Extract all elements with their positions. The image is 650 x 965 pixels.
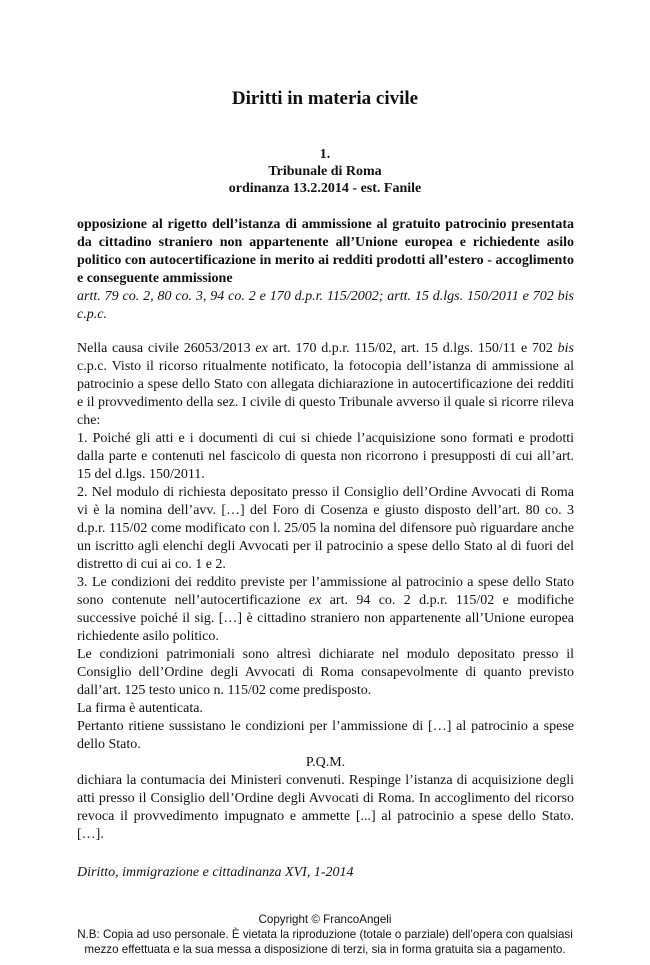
case-header — [0, 146, 650, 197]
order-body — [77, 340, 574, 844]
dispositivo-paragraph: dichiara la contumacia dei Ministeri convenuti. Respinge l’istanza di acquisizione degli atti presso il Consiglio dell’Ordine degli Avvocati di Roma. In accoglimento del ricorso revoca il provvedimento impugnato e ammette [...] al patrocinio a spese dello Stato. […]. — [77, 773, 574, 842]
intro-text-c: c.p.c. Visto il ricorso ritualmente notificato, la fotocopia dell’istanza di ammissione al patrocinio a spese dello Stato con allegata dichiarazione in autocertificazione dei redditi e il provvedimento della sez. I civile di questo Tribunale avverso il quale si ricorre rileva che: — [77, 359, 574, 428]
page-title: Diritti in materia civile — [231, 88, 419, 109]
point-3-text-b: art. 94 co. 2 d.p.r. 115/02 e modifiche successive poiché il sig. […] è cittadino straniero non appartenente all’Unione europea richiedente asilo politico. — [77, 593, 574, 644]
case-order: ordinanza 13.2.2014 - est. Fanile — [228, 181, 422, 196]
source-citation: Diritto, immigrazione e cittadinanza XVI, 1-2014 — [77, 865, 354, 880]
point-1: 1. Poiché gli atti e i documenti di cui si chiede l’acquisizione sono formati e prodotti dalla parte e contenuti nel fascicolo di questa non ricorrono i presupposti di cui all’art. 15 del d.lgs. 150/2011. — [77, 431, 574, 482]
intro-text-a: Nella causa civile 26053/2013 — [77, 341, 256, 356]
paragraph-pertanto: Pertanto ritiene sussistano le condizioni per l’ammissione di […] al patrocinio a spese dello Stato. — [77, 719, 574, 752]
intro-ex: ex — [255, 341, 268, 356]
intro-text-b: art. 170 d.p.r. 115/02, art. 15 d.lgs. 150/11 e 702 — [267, 341, 558, 356]
case-court: Tribunale di Roma — [268, 164, 382, 179]
intro-paragraph — [77, 340, 574, 430]
paragraph-firma: La firma è autenticata. — [77, 701, 203, 716]
paragraph-patrimoniali: Le condizioni patrimoniali sono altresì dichiarate nel modulo depositato presso il Consiglio dell’Ordine degli Avvocati di Roma consapevolmente di quanto previsto dall’art. 125 testo unico n. 115/02 come predisposto. — [77, 647, 574, 698]
notice-line-1: N.B: Copia ad uso personale. È vietata la riproduzione (totale o parziale) dell’opera con qualsiasi — [77, 928, 573, 941]
intro-bis: bis — [557, 341, 574, 356]
notice-line-2: mezzo effettuata e la sua messa a disposizione di terzi, sia in forma gratuita sia a pagamento. — [84, 943, 566, 956]
point-3-ex: ex — [308, 593, 322, 608]
pqm-heading: P.Q.M. — [305, 755, 346, 770]
legal-references: artt. 79 co. 2, 80 co. 3, 94 co. 2 e 170 d.p.r. 115/2002; artt. 15 d.lgs. 150/2011 e 702 bis c.p.c. — [77, 289, 574, 322]
case-subject: opposizione al rigetto dell’istanza di ammissione al gratuito patrocinio presentata da cittadino straniero non appartenente all’Unione europea e richiedente asilo politico con autocertificazione in merito ai redditi prodotti all’estero - accoglimento e conseguente ammissione — [77, 217, 574, 286]
case-summary — [77, 216, 574, 324]
case-number: 1. — [319, 147, 331, 162]
point-3-text-a: 3. Le condizioni dei reddito previste per l’ammissione al patrocinio a spese dello Stato sono contenute nell’autocertificazione — [77, 575, 574, 608]
copyright-line: Copyright © FrancoAngeli — [258, 913, 392, 926]
copyright-footer — [0, 912, 650, 957]
point-3 — [77, 574, 574, 646]
point-2: 2. Nel modulo di richiesta depositato presso il Consiglio dell’Ordine Avvocati di Roma vi è la nomina dell’avv. […] del Foro di Cosenza e giusto disposto dell’art. 80 co. 3 d.p.r. 115/02 come modificato con l. 25/05 la nomina del difensore può riguardare anche un iscritto agli elenchi degli Avvocati per il patrocinio a spese dello Stato al di fuori del distretto di cui ai co. 1 e 2. — [77, 485, 574, 572]
